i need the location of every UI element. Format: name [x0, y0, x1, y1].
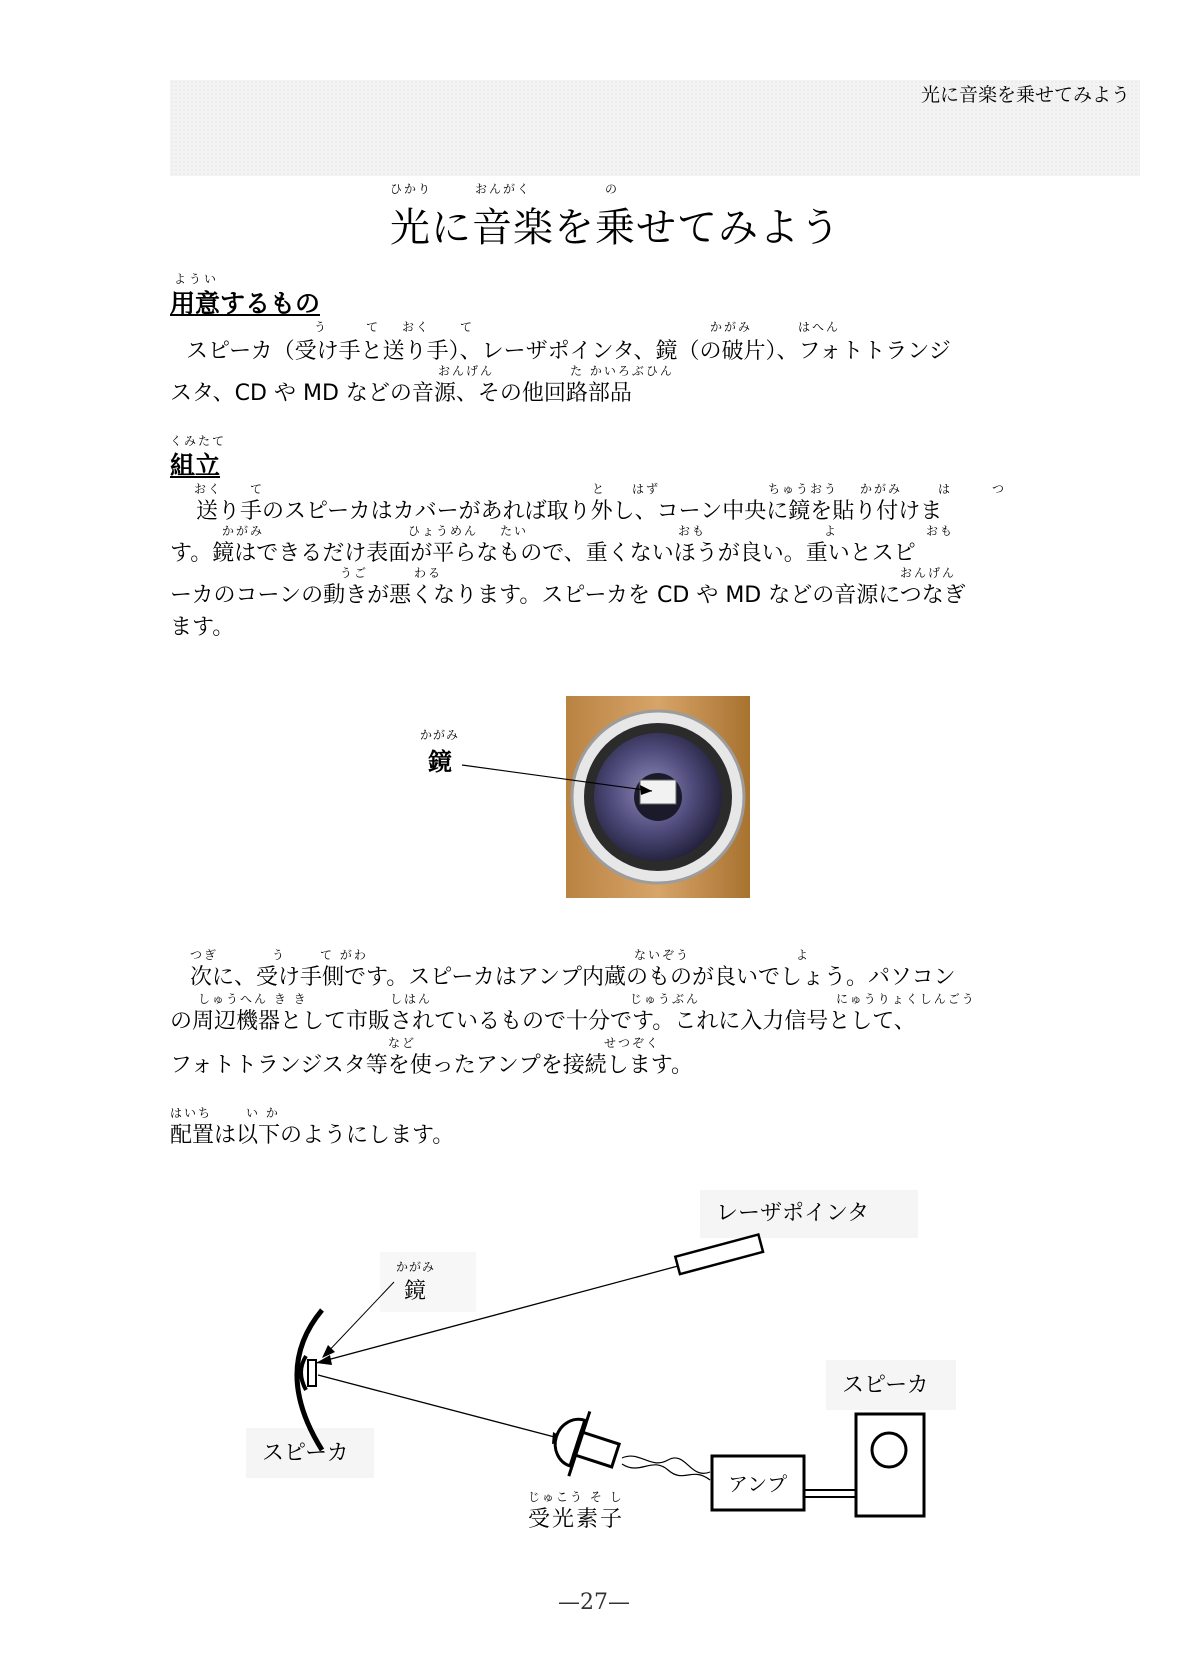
- section1-line2: スタ、CD や MD などの音源、その他回路部品: [170, 381, 632, 406]
- section2-ruby-row1: おく て と はず ちゅうおう かがみ は つ: [194, 482, 1007, 496]
- para3-line3: フォトトランジスタ等を使ったアンプを接続します。: [170, 1053, 694, 1078]
- title-ruby-1: ひかり: [390, 182, 433, 196]
- right-speaker-driver: [872, 1433, 906, 1467]
- photo-receiver: [546, 1404, 626, 1488]
- section1-ruby-row1: う て おく て かがみ はへん: [314, 320, 841, 334]
- section2-heading-ruby: くみたて: [170, 434, 227, 448]
- laser-pointer: [675, 1234, 763, 1274]
- para4-ruby-row: はいち い か: [170, 1106, 280, 1120]
- para4-line1: 配置は以下のようにします。: [170, 1123, 455, 1148]
- section2-line2: す。鏡はできるだけ表面が平らなもので、重くないほうが良い。重いとスピ: [170, 541, 916, 566]
- page-title: 光に音楽を乗せてみよう: [390, 205, 841, 251]
- title-ruby-3: の: [605, 182, 620, 196]
- right-speaker-label: スピーカ: [842, 1373, 929, 1398]
- page-number: —27—: [558, 1590, 630, 1615]
- receiver-ruby: じゅこう そ し: [528, 1490, 624, 1504]
- para3-ruby-row3: など せつぞく: [388, 1036, 661, 1050]
- para3-line2: の周辺機器として市販されているもので十分です。これに入力信号として、: [170, 1009, 916, 1034]
- para3-line1: 次に、受け手側です。スピーカはアンプ内蔵のものが良いでしょう。パソコン: [190, 965, 956, 990]
- diagram-mirror-label: 鏡: [404, 1279, 427, 1304]
- para3-ruby-row2: しゅうへん き き しはん じゅうぶん にゅうりょくしんごう: [198, 992, 976, 1006]
- section2-line4: ます。: [170, 615, 235, 640]
- photo-label: 鏡: [428, 748, 452, 776]
- laser-beam: [316, 1266, 678, 1363]
- section1-heading: 用意するもの: [170, 289, 321, 318]
- photo-label-ruby: かがみ: [420, 728, 460, 742]
- section1-ruby-row2: おんげん た かいろぶひん: [438, 364, 674, 378]
- receiver-label: 受光素子: [528, 1507, 625, 1532]
- left-speaker-dustcap: [301, 1356, 306, 1390]
- amp-label: アンプ: [728, 1472, 788, 1496]
- title-ruby-2: おんがく: [475, 182, 532, 196]
- diagram-mirror-ruby: かがみ: [396, 1260, 436, 1274]
- setup-diagram: [246, 1190, 956, 1516]
- speaker-photo: [566, 696, 750, 898]
- section1-line1: スピーカ（受け手と送り手）、レーザポインタ、鏡（の破片）、フォトトランジ: [186, 339, 951, 364]
- mirror-on-speaker: [308, 1360, 316, 1386]
- para3-ruby-row1: つぎ う て がわ ないぞう よ: [190, 948, 811, 962]
- left-speaker-label: スピーカ: [262, 1441, 349, 1466]
- section2-ruby-row2: かがみ ひょうめん たい おも よ おも: [222, 524, 955, 538]
- section1-heading-ruby: ようい: [174, 272, 220, 286]
- section2-ruby-row3: うご わる おんげん: [340, 566, 957, 580]
- section2-line3: ーカのコーンの動きが悪くなります。スピーカを CD や MD などの音源につなぎ: [170, 583, 966, 608]
- laser-pointer-label: レーザポインタ: [716, 1201, 870, 1226]
- section2-heading: 組立: [170, 451, 221, 480]
- receiver-wire-a: [622, 1456, 710, 1473]
- running-title: 光に音楽を乗せてみよう: [920, 84, 1130, 106]
- section2-line1: 送り手のスピーカはカバーがあれば取り外し、コーン中央に鏡を貼り付けま: [196, 499, 943, 524]
